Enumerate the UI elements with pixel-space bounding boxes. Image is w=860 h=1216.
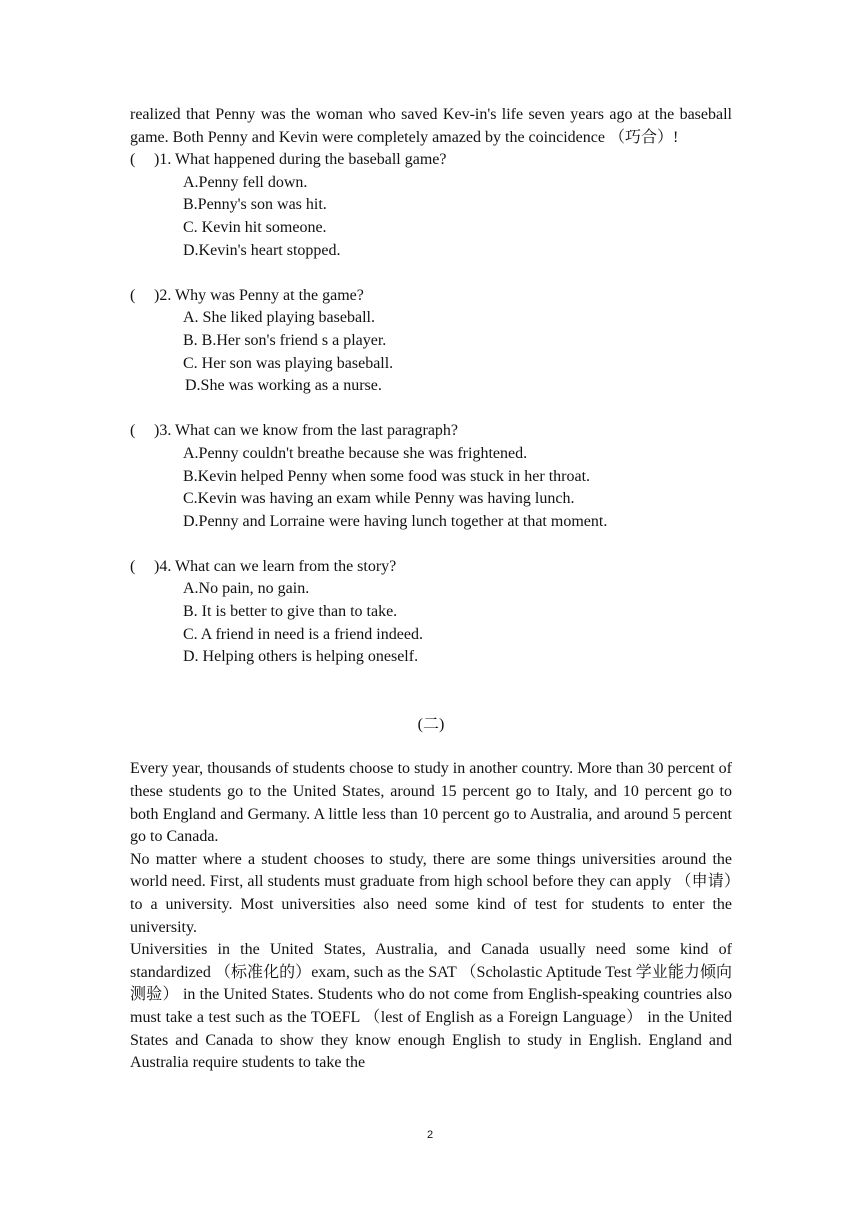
question-1-option-c: C. Kevin hit someone. (183, 218, 327, 236)
answer-bracket-close: ) (154, 286, 160, 304)
question-4 (130, 556, 732, 669)
passage-2-paragraph-1: Every year, thousands of students choose to study in another country. More than 30 percent of these students go to the United States, around 15 percent go to Italy, and 10 percent go to both England and Germany. A little less than 10 percent go to Australia, and around 5 percent go to Canada. (130, 760, 732, 846)
answer-bracket-close: ) (154, 557, 160, 575)
page-number: 2 (426, 1129, 434, 1141)
question-3-stem: 3. What can we know from the last paragraph? (159, 422, 459, 440)
question-2-option-b: B. B.Her son's friend s a player. (183, 331, 387, 349)
answer-bracket-open: ( (130, 286, 136, 304)
question-2-option-c: C. Her son was playing baseball. (183, 354, 394, 372)
question-2-option-a: A. She liked playing baseball. (183, 309, 375, 327)
spacer (130, 669, 732, 714)
section-2-title: (二) (417, 715, 445, 733)
question-1-stem: 1. What happened during the baseball game? (159, 151, 447, 169)
question-1-option-a: A.Penny fell down. (183, 173, 308, 191)
spacer (130, 398, 732, 421)
question-1-stem-line (130, 149, 732, 172)
question-3 (130, 420, 732, 533)
question-3-option-d: D.Penny and Lorraine were having lunch together at that moment. (183, 512, 608, 530)
question-3-option-a: A.Penny couldn't breathe because she was frightened. (183, 444, 528, 462)
question-1-option-d: D.Kevin's heart stopped. (183, 241, 341, 259)
question-4-stem-line (130, 556, 732, 579)
passage-2-paragraph-2: No matter where a student chooses to study, there are some things universities around the world need. First, all students must graduate from high school before they can apply （申请）to a university. Most universities also need some kind of test for students to enter the university. (130, 850, 732, 936)
question-3-option-b: B.Kevin helped Penny when some food was stuck in her throat. (183, 467, 591, 485)
answer-bracket-close: ) (154, 151, 160, 169)
question-2-stem-line (130, 285, 732, 308)
question-3-option-c: C.Kevin was having an exam while Penny was having lunch. (183, 490, 575, 508)
question-1-option-b: B.Penny's son was hit. (183, 196, 327, 214)
question-4-stem: 4. What can we learn from the story? (159, 557, 397, 575)
answer-bracket-open: ( (130, 557, 136, 575)
question-4-option-a: A.No pain, no gain. (183, 580, 310, 598)
answer-bracket-open: ( (130, 422, 136, 440)
spacer (130, 736, 732, 758)
question-3-stem-line (130, 420, 732, 443)
passage-1-ending: realized that Penny was the woman who saved Kev-in's life seven years ago at the baseball game. Both Penny and Kevin were completely amazed by the coincidence （巧合）! (130, 106, 732, 146)
answer-bracket-close: ) (154, 422, 160, 440)
question-2-option-d: D.She was working as a nurse. (185, 377, 382, 395)
question-4-option-c: C. A friend in need is a friend indeed. (183, 625, 423, 643)
question-4-option-d: D. Helping others is helping oneself. (183, 648, 419, 666)
question-1 (130, 149, 732, 262)
page-content (130, 104, 732, 1075)
passage-2-paragraph-3: Universities in the United States, Australia, and Canada usually need some kind of standardized （标准化的）exam, such as the SAT （Scholastic Aptitude Test 学业能力倾向测验） in the United States. Students who do not come from English-speaking countries also must take a test such as the TOEFL （lest of English as a Foreign Language） in the United States and Canada to show they know enough English to study in English. England and Australia require students to take the (130, 941, 732, 1072)
question-4-option-b: B. It is better to give than to take. (183, 603, 398, 621)
spacer (130, 533, 732, 556)
answer-bracket-open: ( (130, 151, 136, 169)
question-2-stem: 2. Why was Penny at the game? (159, 286, 364, 304)
question-2 (130, 285, 732, 398)
spacer (130, 262, 732, 285)
